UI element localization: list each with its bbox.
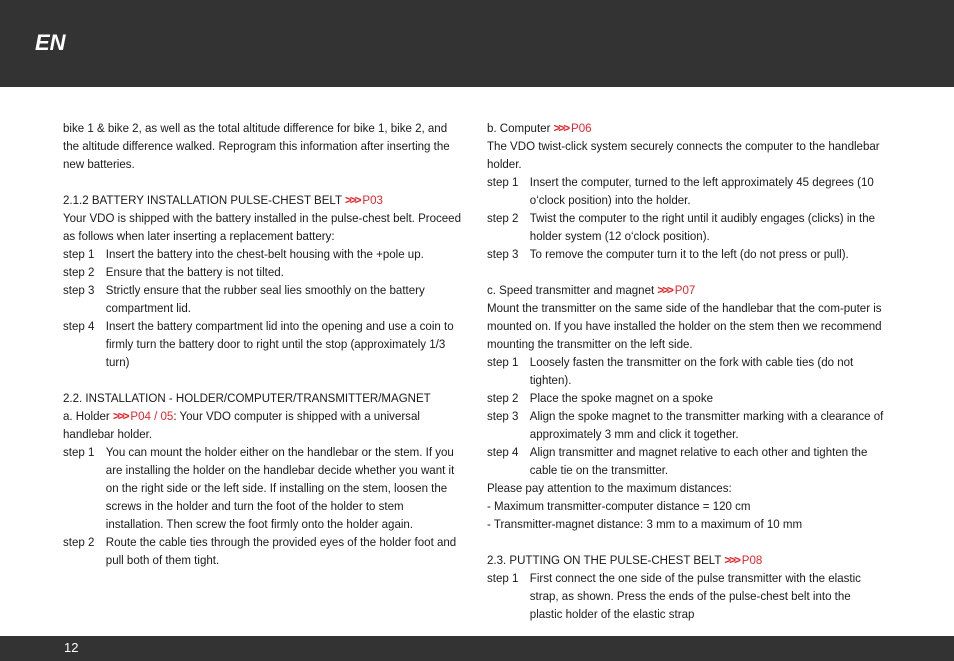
- chestbelt-heading: 2.3. PUTTING ON THE PULSE-CHEST BELT >>> P08: [487, 553, 763, 567]
- figure-ref-p03[interactable]: P03: [362, 193, 383, 207]
- computer-step-2: step 2 Twist the computer to the right until it audibly engages (clicks) in the holder system (12 o‘clock position).: [487, 211, 876, 243]
- holder-step-1: step 1 You can mount the holder either on the handlebar or the stem. If you are installing the holder on the handlebar decide whether you want it on the right side or the left side. If installing on the stem, loosen the screws in the holder and turn the foot of the holder to stem installation. Then screw the foot firmly onto the holder again.: [63, 445, 455, 531]
- arrows-icon: >>>: [657, 283, 673, 297]
- language-tag: EN: [35, 30, 66, 55]
- transmitter-step-2: step 2 Place the spoke magnet on a spoke: [487, 391, 714, 405]
- battery-heading: 2.1.2 BATTERY INSTALLATION PULSE-CHEST BELT >>> P03: [63, 193, 383, 207]
- footer-bar: [0, 636, 954, 661]
- right-column: [487, 119, 885, 623]
- installation-heading: 2.2. INSTALLATION - HOLDER/COMPUTER/TRANSMITTER/MAGNET: [63, 391, 431, 405]
- arrows-icon: >>>: [724, 553, 739, 567]
- figure-ref-p06[interactable]: P06: [571, 121, 592, 135]
- battery-step-3: step 3 Strictly ensure that the rubber seal lies smoothly on the battery compartment lid.: [63, 283, 425, 315]
- arrows-icon: >>>: [112, 409, 128, 423]
- intro-paragraph: bike 1 & bike 2, as well as the total altitude difference for bike 1, bike 2, and the altitude difference walked. Reprogram this information after inserting the new batteries.: [63, 121, 450, 171]
- battery-step-2: step 2 Ensure that the battery is not tilted.: [63, 265, 284, 279]
- computer-heading: b. Computer >>> P06: [487, 121, 592, 135]
- computer-body: The VDO twist-click system securely connects the computer to the handlebar holder.: [487, 139, 880, 171]
- chestbelt-step-1: step 1 First connect the one side of the pulse transmitter with the elastic strap, as shown. Press the ends of the pulse-chest belt into the plastic holder of the elastic strap: [487, 571, 861, 621]
- computer-step-3: step 3 To remove the computer turn it to the left (do not press or pull).: [487, 247, 849, 261]
- holder-step-2: step 2 Route the cable ties through the provided eyes of the holder foot and pull both of them tight.: [63, 535, 457, 567]
- arrows-icon: >>>: [553, 121, 569, 135]
- transmitter-step-4: step 4 Align transmitter and magnet relative to each other and tighten the cable tie on the transmitter.: [487, 445, 868, 477]
- figure-ref-p08[interactable]: P08: [741, 553, 763, 567]
- distance-item: - Transmitter-magnet distance: 3 mm to a maximum of 10 mm: [487, 517, 803, 531]
- header-bar: [0, 0, 954, 87]
- distance-note: Please pay attention to the maximum distances:: [487, 481, 732, 495]
- transmitter-step-1: step 1 Loosely fasten the transmitter on the fork with cable ties (do not tighten).: [487, 355, 854, 387]
- left-column: [63, 119, 461, 569]
- page-number: 12: [64, 640, 79, 655]
- arrows-icon: >>>: [345, 193, 360, 207]
- holder-paragraph: a. Holder >>> P04 / 05: Your VDO computer is shipped with a universal handlebar holder.: [63, 409, 420, 441]
- transmitter-body: Mount the transmitter on the same side of the handlebar that the com-puter is mounted on. If you have installed the holder on the stem then we recommend mounting the transmitter on the left side.: [487, 301, 882, 351]
- distance-item: - Maximum transmitter-computer distance = 120 cm: [487, 499, 751, 513]
- transmitter-heading: c. Speed transmitter and magnet >>> P07: [487, 283, 696, 297]
- figure-ref-p07[interactable]: P07: [674, 283, 696, 297]
- battery-body: Your VDO is shipped with the battery installed in the pulse-chest belt. Proceed as follows when later inserting a replacement battery:: [63, 211, 461, 243]
- figure-ref-p04-05[interactable]: P04 / 05: [130, 409, 174, 423]
- transmitter-step-3: step 3 Align the spoke magnet to the transmitter marking with a clearance of approximately 3 mm and click it together.: [487, 409, 884, 441]
- battery-step-4: step 4 Insert the battery compartment lid into the opening and use a coin to firmly turn the battery door to right until the stop (approximately 1/3 turn): [63, 319, 454, 369]
- battery-step-1: step 1 Insert the battery into the chest-belt housing with the +pole up.: [63, 247, 424, 261]
- computer-step-1: step 1 Insert the computer, turned to the left approximately 45 degrees (10 o‘clock position) into the holder.: [487, 175, 874, 207]
